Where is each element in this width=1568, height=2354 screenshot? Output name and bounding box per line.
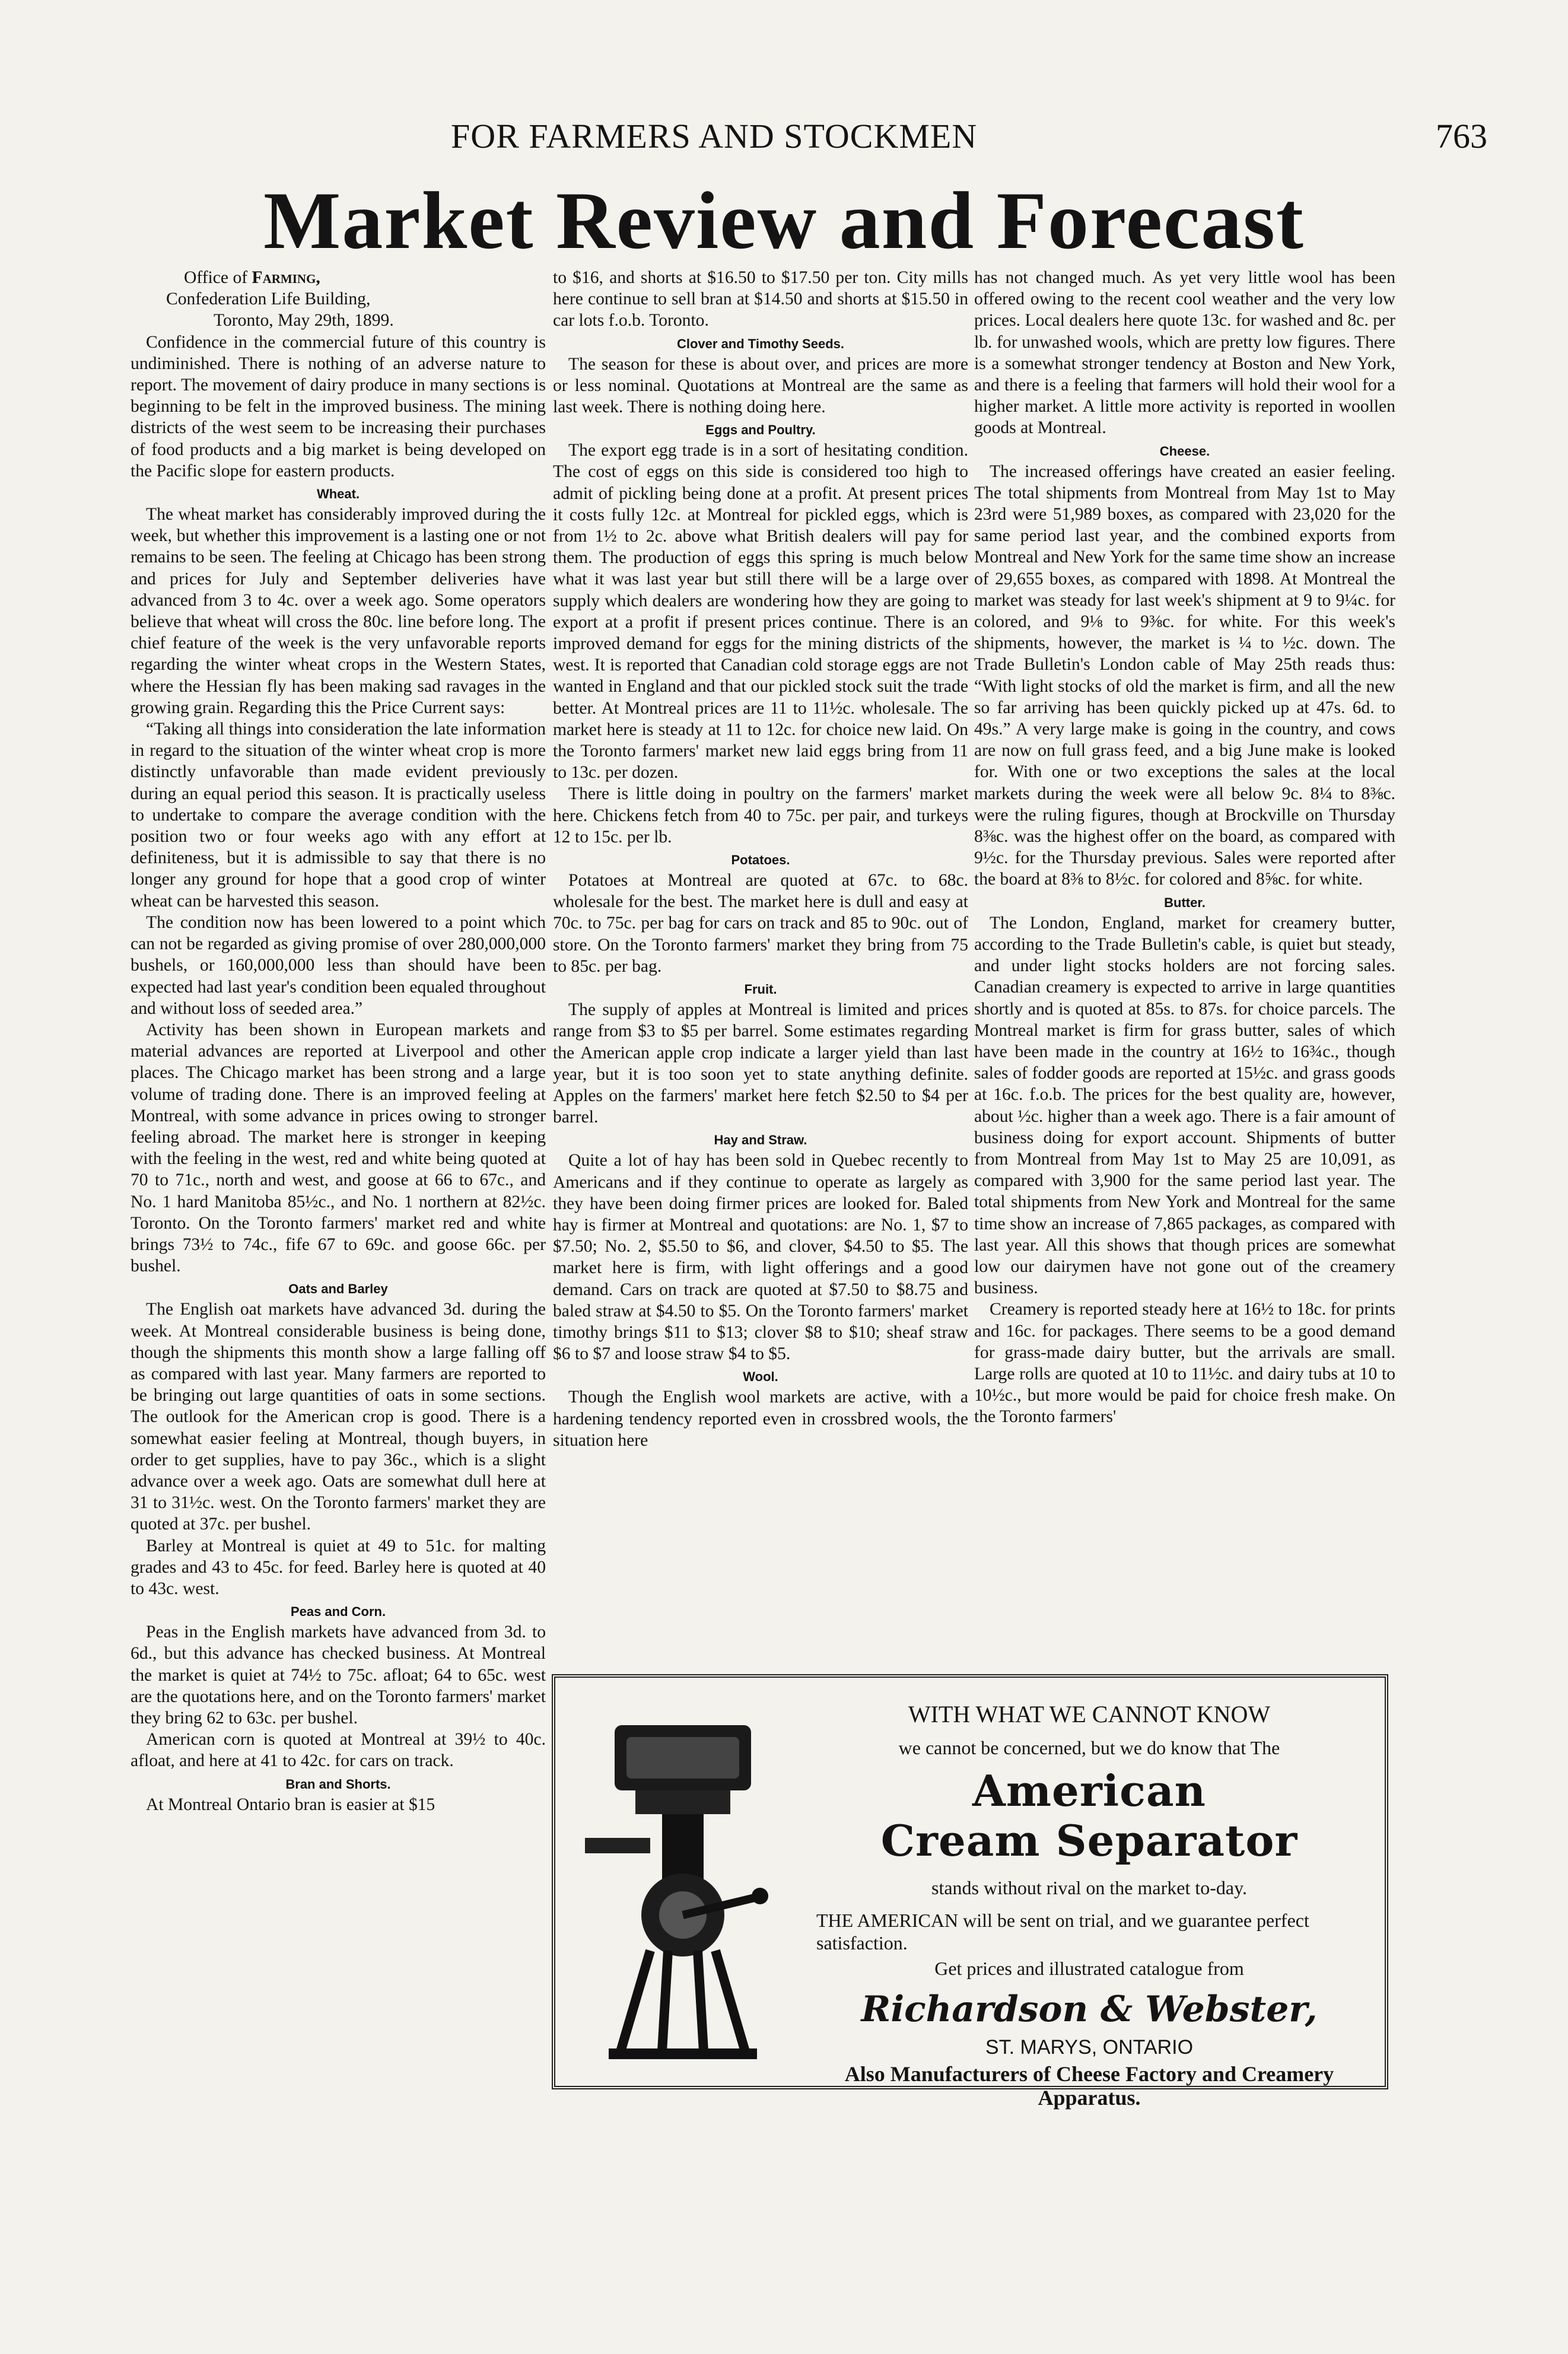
dateline-building: Confederation Life Building, bbox=[166, 290, 371, 309]
article-column-2 bbox=[553, 267, 968, 1451]
article-paragraph: American corn is quoted at Montreal at 39½ to 40c. afloat, and here at 41 to 42c. for cars on track. bbox=[131, 1730, 546, 1771]
article-paragraph: The condition now has been lowered to a point which can not be regarded as giving promise of over 280,000,000 bushels, or 160,000,000 less than should have been expected had last year's condition been equaled throughout and without loss of seeded area.” bbox=[131, 912, 546, 1018]
ad-intro-line: we cannot be concerned, but we do know that The bbox=[898, 1737, 1280, 1758]
section-subheading: Clover and Timothy Seeds. bbox=[676, 336, 844, 351]
article-paragraph: The wheat market has considerably improved during the week, but whether this improvement is a lasting one or not remains to be seen. The feeling at Chicago has been strong and prices for July and September deliveries have advanced from 3 to 4c. over a week ago. Some operators believe that wheat will cross the 80c. line before long. The chief feature of the week is the very unfavorable reports regarding the winter wheat crops in the Western States, where the Hessian fly has been making sad ravages in the growing grain. Regarding this the Price Current says: bbox=[131, 505, 546, 717]
article-paragraph: The season for these is about over, and prices are more or less nominal. Quotations at Montreal are the same as last week. There is nothing doing here. bbox=[553, 354, 968, 417]
section-subheading: Butter. bbox=[1164, 895, 1206, 910]
article-paragraph: Potatoes at Montreal are quoted at 67c. to 68c. wholesale for the best. The market here is dull and easy at 70c. to 75c. per bag for cars on track and 85 to 90c. out of store. On the Toronto farmers' market they bring from 75 to 85c. per bag. bbox=[553, 871, 968, 976]
ad-tagline: Also Manufacturers of Cheese Factory and Creamery Apparatus. bbox=[844, 2062, 1334, 2110]
page-number: 763 bbox=[1436, 117, 1487, 155]
article-paragraph: Confidence in the commercial future of this country is undiminished. There is nothing of an adverse nature to report. The movement of dairy produce in many sections is beginning to be felt in the improved business. The mining districts of the west seem to be increasing their purchases of food products and a big market is being developed on the Pacific slope for eastern products. bbox=[131, 332, 546, 481]
cream-separator-illustration bbox=[579, 1701, 793, 2069]
ad-city: ST. MARYS, ONTARIO bbox=[985, 2036, 1194, 2059]
article-paragraph: The supply of apples at Montreal is limited and prices range from $3 to $5 per barrel. Some estimates regarding the American apple crop indicate a larger yield than last year, but it is too soon yet to state anything definite. Apples on the farmers' market here fetch $2.50 to $4 per barrel. bbox=[553, 1000, 968, 1127]
article-paragraph: Barley at Montreal is quiet at 49 to 51c. for malting grades and 43 to 45c. for feed. Barley here is quoted at 40 to 43c. west. bbox=[131, 1536, 546, 1598]
article-paragraph: The export egg trade is in a sort of hesitating condition. The cost of eggs on this side is considered too high to admit of pickling being done at a profit. At present prices it costs fully 12c. at Montreal for pickled eggs, which is from 1½ to 2c. above what British dealers will pay for them. The production of eggs this spring is much below what it was last year but still there will be a large over supply which dealers are wondering how they are going to export at a profit if present prices continue. There is an improved demand for eggs for the mining districts of the west. It is reported that Canadian cold storage eggs are not wanted in England and that our pickled stock suit the trade better. At Montreal prices are 11 to 11½c. wholesale. The market here is steady at 11 to 12c. for choice new laid. On the Toronto farmers' market new laid eggs bring from 11 to 13c. per dozen. bbox=[553, 441, 968, 782]
ad-brand-line-1: American bbox=[972, 1766, 1206, 1816]
article-paragraph: Quite a lot of hay has been sold in Quebec recently to Americans and if they continue to operate as largely as they have been doing firmer prices are looked for. Baled hay is firmer at Montreal and quotations: are No. 1, $7 to $7.50; No. 2, $5.50 to $6, and clover, $4.50 to $5. The market here is firm, with light offerings and a good demand. Cars on track are quoted at $7.50 to $8.75 and baled straw at $4.50 to $5. On the Toronto farmers' market timothy brings $11 to $13; clover $8 to $10; sheaf straw $6 to $7 and loose straw $4 to $5. bbox=[553, 1151, 968, 1364]
section-subheading: Wheat. bbox=[316, 486, 360, 502]
article-column-3 bbox=[974, 267, 1395, 1428]
article-paragraph: The increased offerings have created an easier feeling. The total shipments from Montreal from May 1st to May 23rd were 51,989 boxes, as compared with 23,020 for the same period last year, and the combined exports from Montreal and New York for the same time show an increase of 29,655 boxes, as compared with 1898. At Montreal the market was steady for last week's shipment at 9 to 9¼c. for colored, and 9⅛ to 9⅜c. for white. For this week's shipments, however, the market is ¼ to ½c. down. The Trade Bulletin's London cable of May 25th reads thus: “With light stocks of old the market is firm, and all the new so far arriving has been quickly picked up at 47s. 6d. to 49s.” A very large make is going in the country, and cows are now on full grass feed, and a big June make is looked for. With one or two exceptions the sales at the local markets during the week were all below 9c. 8¼ to 8⅜c. were the ruling figures, though at Brockville on Thursday 8⅜c. was the highest offer on the board, as compared with 9½c. for the Thursday previous. Sales were reported after the board at 8⅜ to 8½c. for colored and 8⅝c. for white. bbox=[974, 462, 1395, 889]
article-paragraph: At Montreal Ontario bran is easier at $15 bbox=[146, 1795, 435, 1814]
article-paragraph: Creamery is reported steady here at 16½ to 18c. for prints and 16c. for packages. There seems to be a good demand for grass-made dairy butter, but the arrivals are small. Large rolls are quoted at 10 to 11½c. and dairy tubs at 10 to 10½c., but more would be paid for choice fresh make. On the Toronto farmers' bbox=[974, 1300, 1395, 1427]
section-subheading: Cheese. bbox=[1159, 443, 1210, 459]
section-subheading: Fruit. bbox=[744, 982, 777, 997]
dateline-office: Office of Farming, bbox=[184, 268, 320, 287]
article-paragraph: Activity has been shown in European markets and material advances are reported at Liverpool and other places. The Chicago market has been strong and a large volume of trading done. There is an improved feeling at Montreal, with some advance in prices owing to stronger feeling abroad. The market here is stronger in keeping with the feeling in the west, red and white being quoted at 70 to 71c., north and west, and goose at 66 to 67c., and No. 1 hard Manitoba 85½c., and No. 1 northern at 82½c. Toronto. On the Toronto farmers' market red and white brings 73½ to 74c., fife 67 to 69c. and goose 66c. per bushel. bbox=[131, 1020, 546, 1276]
dateline bbox=[131, 267, 546, 332]
section-subheading: Peas and Corn. bbox=[290, 1604, 386, 1620]
article-paragraph: “Taking all things into consideration the late information in regard to the situation of the winter wheat crop is more distinctly unfavorable than made evident previously during an equal period this season. It is practically useless to undertake to compare the average condition with the position two or four weeks ago with any effort at definiteness, but it is admissible to say that there is no longer any ground for hope that a good crop of winter wheat can be harvested this season. bbox=[131, 720, 546, 911]
article-paragraph: Though the English wool markets are active, with a hardening tendency reported even in crossbred wools, the situation here bbox=[553, 1388, 968, 1450]
headline: Market Review and Forecast bbox=[263, 175, 1305, 266]
ad-company-name: Richardson & Webster, bbox=[861, 1989, 1318, 2030]
section-subheading: Bran and Shorts. bbox=[285, 1776, 391, 1792]
article-paragraph: has not changed much. As yet very little wool has been offered owing to the recent cool weather and the very low prices. Local dealers here quote 13c. for washed and 8c. per lb. for unwashed wools, which are pretty low figures. There is a somewhat stronger tendency at Boston and New York, and there is a feeling that farmers will hold their wool for a higher market. A little more activity is reported in woollen goods at Montreal. bbox=[974, 268, 1395, 438]
ad-trial-line: THE AMERICAN will be sent on trial, and we guarantee perfect satisfaction. bbox=[816, 1910, 1309, 1954]
advertisement-box bbox=[552, 1674, 1388, 2110]
ad-claim-line: stands without rival on the market to-day. bbox=[931, 1877, 1248, 1898]
section-subheading: Potatoes. bbox=[731, 852, 790, 868]
article-paragraph: The London, England, market for creamery butter, according to the Trade Bulletin's cable, is quiet but steady, and under light stocks holders are not forcing sales. Canadian creamery is expected to arrive in large quantities shortly and is quoted at 85s. to 87s. for choice parcels. The Montreal market is firm for grass butter, sales of which have been made in the country at 16½ to 16¾c., though sales of fodder goods are reported at 15½c. and grass goods at 16c. f.o.b. The prices for the best quality are, however, about ½c. higher than a week ago. There is a fair amount of business doing for export account. Shipments of butter from Montreal from May 1st to May 25 are 10,091, as compared with 3,900 for the same period last year. The total shipments from New York and Montreal for the same time show an increase of 7,865 packages, as compared with last year. All this shows that though prices are somewhat low our dairymen have not gone out of the creamery business. bbox=[974, 913, 1395, 1298]
article-paragraph: There is little doing in poultry on the farmers' market here. Chickens fetch from 40 to 75c. per pair, and turkeys 12 to 15c. per lb. bbox=[553, 784, 968, 847]
ad-brand-line-2: Cream Separator bbox=[880, 1815, 1298, 1866]
dateline-date: Toronto, May 29th, 1899. bbox=[214, 311, 394, 330]
article-paragraph: to $16, and shorts at $16.50 to $17.50 per ton. City mills here continue to sell bran at $14.50 and shorts at $15.50 in car lots f.o.b. Toronto. bbox=[553, 268, 968, 330]
running-header: FOR FARMERS AND STOCKMEN bbox=[451, 117, 978, 155]
article-paragraph: Peas in the English markets have advanced from 3d. to 6d., but this advance has checked business. At Montreal the market is quiet at 74½ to 75c. afloat; 64 to 65c. west are the quotations here, and on the Toronto farmers' market they bring 62 to 63c. per bushel. bbox=[131, 1623, 546, 1728]
ad-heading: WITH WHAT WE CANNOT KNOW bbox=[908, 1701, 1271, 1728]
section-subheading: Wool. bbox=[743, 1369, 778, 1385]
article-column-1 bbox=[131, 267, 546, 1815]
article-paragraph: The English oat markets have advanced 3d. during the week. At Montreal considerable business is being done, though the shipments this month show a large falling off as compared with last year. Many farmers are reported to be bringing out large quantities of oats in some sections. The outlook for the American crop is good. There is a somewhat easier feeling at Montreal, though buyers, in order to get supplies, have to pay 36c., which is a slight advance over a week ago. Oats are somewhat dull here at 31 to 31½c. west. On the Toronto farmers' market they are quoted at 37c. per bushel. bbox=[131, 1300, 546, 1534]
section-subheading: Hay and Straw. bbox=[714, 1133, 807, 1148]
section-subheading: Oats and Barley bbox=[288, 1281, 388, 1297]
section-subheading: Eggs and Poultry. bbox=[705, 422, 816, 438]
ad-catalogue-line: Get prices and illustrated catalogue from bbox=[934, 1958, 1244, 1979]
